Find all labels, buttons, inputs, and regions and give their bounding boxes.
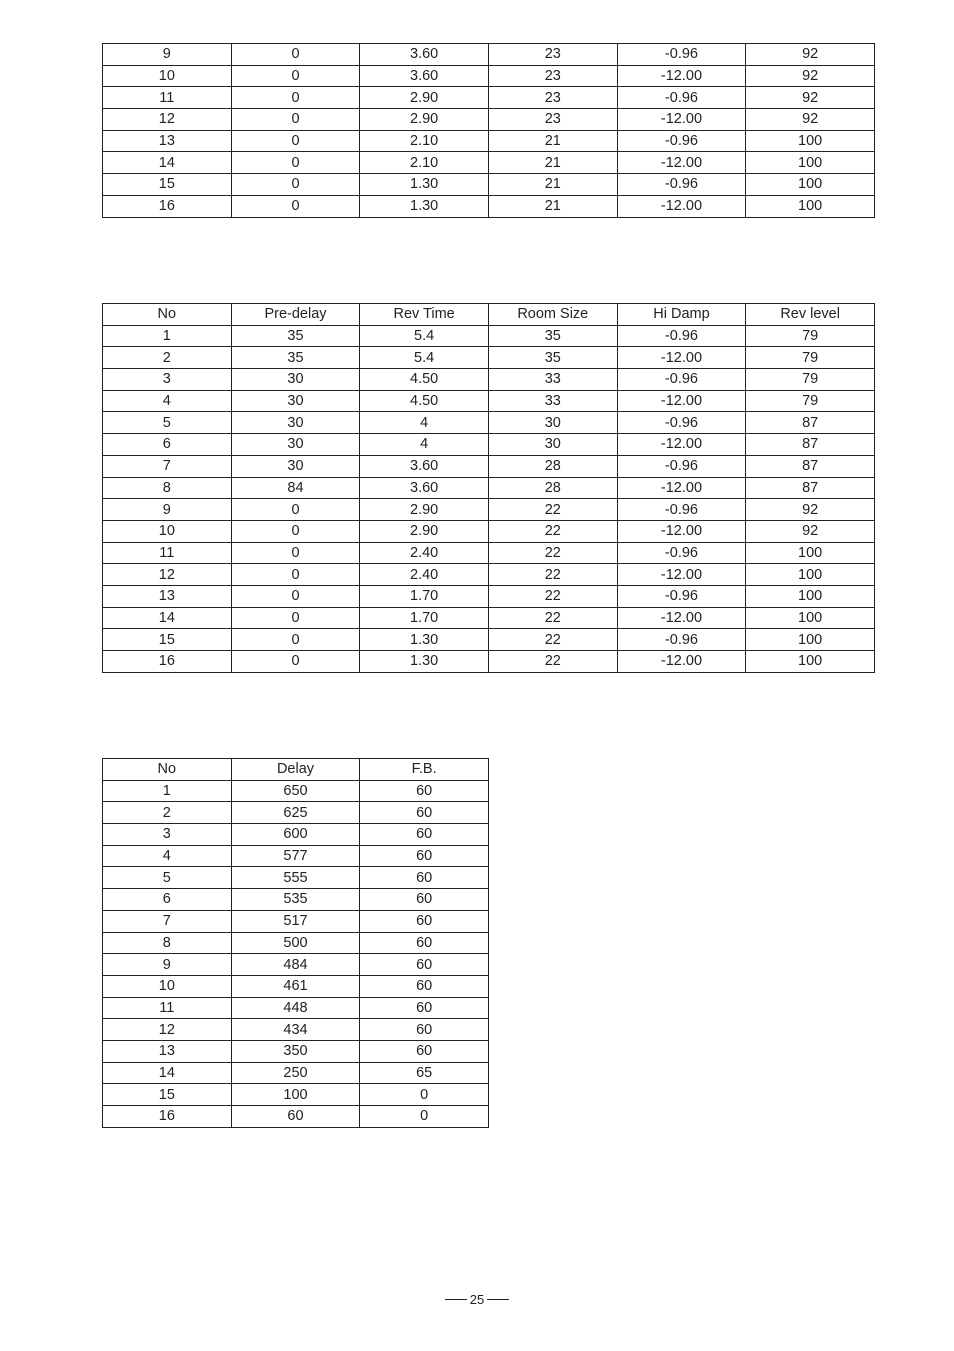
table-row [103, 1062, 489, 1084]
column-header: Pre-delay [231, 304, 360, 326]
table-row [103, 174, 875, 196]
table-cell: 0 [231, 174, 360, 196]
table-cell: 30 [231, 369, 360, 391]
table-cell: 1.30 [360, 629, 489, 651]
table-cell: 23 [488, 44, 617, 66]
table-cell: 30 [231, 390, 360, 412]
table-cell: -0.96 [617, 412, 746, 434]
table-row [103, 369, 875, 391]
table-cell: 0 [231, 564, 360, 586]
table-cell: 0 [360, 1106, 489, 1128]
table-cell: 600 [231, 824, 360, 846]
table-cell: 60 [360, 1019, 489, 1041]
table-cell: 16 [103, 1106, 232, 1128]
table-cell: 100 [746, 152, 875, 174]
table-cell: 1.70 [360, 585, 489, 607]
table-cell: 484 [231, 954, 360, 976]
table-cell: -0.96 [617, 44, 746, 66]
table-row [103, 455, 875, 477]
table-cell: 2.90 [360, 499, 489, 521]
table-cell: 100 [746, 585, 875, 607]
table-cell: 0 [231, 585, 360, 607]
table-cell: 3.60 [360, 44, 489, 66]
table-cell: 0 [231, 607, 360, 629]
table-cell: 100 [746, 651, 875, 673]
table-cell: 79 [746, 369, 875, 391]
table-row [103, 434, 875, 456]
table-cell: 16 [103, 651, 232, 673]
table-cell: 2 [103, 347, 232, 369]
table-row [103, 195, 875, 217]
table-cell: 30 [231, 455, 360, 477]
table-cell: 92 [746, 65, 875, 87]
table-cell: -0.96 [617, 130, 746, 152]
table-cell: 79 [746, 325, 875, 347]
table-cell: 35 [231, 347, 360, 369]
table-cell: 23 [488, 87, 617, 109]
table-cell: 250 [231, 1062, 360, 1084]
table-cell: 3 [103, 824, 232, 846]
column-header: No [103, 759, 232, 781]
header-row [103, 759, 489, 781]
table-cell: 1.30 [360, 174, 489, 196]
table-cell: 461 [231, 975, 360, 997]
table-cell: 555 [231, 867, 360, 889]
table-cell: 21 [488, 130, 617, 152]
table-cell: 21 [488, 195, 617, 217]
table-cell: 22 [488, 651, 617, 673]
table-cell: -0.96 [617, 542, 746, 564]
column-header: F.B. [360, 759, 489, 781]
table-row [103, 152, 875, 174]
table-cell: 30 [488, 434, 617, 456]
table-cell: 60 [360, 889, 489, 911]
table-cell: 12 [103, 109, 232, 131]
table-cell: 84 [231, 477, 360, 499]
table-row [103, 845, 489, 867]
table-cell: 5 [103, 867, 232, 889]
table-cell: 8 [103, 477, 232, 499]
table-cell: 7 [103, 910, 232, 932]
table-cell: 9 [103, 499, 232, 521]
table-cell: 10 [103, 520, 232, 542]
table-cell: -12.00 [617, 195, 746, 217]
table-cell: 22 [488, 520, 617, 542]
table-cell: 4 [360, 412, 489, 434]
table-cell: 60 [360, 997, 489, 1019]
table-cell: 9 [103, 44, 232, 66]
table-cell: 0 [231, 520, 360, 542]
table-row [103, 564, 875, 586]
table-cell: 60 [360, 932, 489, 954]
table-cell: 0 [231, 65, 360, 87]
table-cell: 3.60 [360, 477, 489, 499]
table-row [103, 867, 489, 889]
table-cell: -12.00 [617, 347, 746, 369]
table-row [103, 1040, 489, 1062]
table-cell: 16 [103, 195, 232, 217]
table-row [103, 520, 875, 542]
table-cell: 1.30 [360, 195, 489, 217]
table-cell: 1 [103, 780, 232, 802]
table-cell: 0 [231, 629, 360, 651]
table-cell: 35 [231, 325, 360, 347]
table-cell: 4.50 [360, 369, 489, 391]
table-row [103, 1019, 489, 1041]
table-cell: 22 [488, 585, 617, 607]
table-row [103, 651, 875, 673]
table-cell: -0.96 [617, 369, 746, 391]
table-cell: 92 [746, 87, 875, 109]
table-row [103, 889, 489, 911]
table-cell: 60 [360, 954, 489, 976]
table-cell: 21 [488, 152, 617, 174]
reverb-table [102, 303, 875, 673]
table-cell: 2.90 [360, 87, 489, 109]
table-cell: 2.90 [360, 520, 489, 542]
table-cell: 9 [103, 954, 232, 976]
table-cell: 33 [488, 390, 617, 412]
table-cell: 14 [103, 607, 232, 629]
table-cell: 13 [103, 130, 232, 152]
table-cell: -12.00 [617, 564, 746, 586]
table-cell: 87 [746, 434, 875, 456]
table-cell: 0 [360, 1084, 489, 1106]
table-cell: 7 [103, 455, 232, 477]
footer-rule-right [487, 1299, 509, 1300]
table-cell: 3.60 [360, 455, 489, 477]
table-row [103, 975, 489, 997]
table-row [103, 910, 489, 932]
table-cell: -12.00 [617, 109, 746, 131]
header-row [103, 304, 875, 326]
table-cell: -0.96 [617, 325, 746, 347]
table-row [103, 65, 875, 87]
table-cell: 0 [231, 109, 360, 131]
table-cell: 100 [746, 130, 875, 152]
table-cell: -12.00 [617, 607, 746, 629]
table-row [103, 954, 489, 976]
table-cell: 79 [746, 347, 875, 369]
table-row [103, 997, 489, 1019]
table-row [103, 629, 875, 651]
table-row [103, 607, 875, 629]
table-cell: 0 [231, 499, 360, 521]
table-cell: 625 [231, 802, 360, 824]
table-cell: -12.00 [617, 390, 746, 412]
table-cell: 87 [746, 412, 875, 434]
table-cell: 60 [360, 780, 489, 802]
table-cell: 4.50 [360, 390, 489, 412]
table-cell: 2.40 [360, 542, 489, 564]
table-cell: -12.00 [617, 651, 746, 673]
table-cell: 5.4 [360, 347, 489, 369]
table-cell: 60 [360, 845, 489, 867]
table-cell: 100 [231, 1084, 360, 1106]
table-cell: 23 [488, 65, 617, 87]
table-cell: 100 [746, 629, 875, 651]
table-cell: 13 [103, 585, 232, 607]
table-row [103, 477, 875, 499]
table-cell: 87 [746, 477, 875, 499]
table-cell: 650 [231, 780, 360, 802]
table-cell: 2.10 [360, 152, 489, 174]
table-row [103, 109, 875, 131]
table-row [103, 802, 489, 824]
table-cell: -0.96 [617, 499, 746, 521]
table-cell: 10 [103, 65, 232, 87]
table-cell: 35 [488, 325, 617, 347]
table-cell: 92 [746, 109, 875, 131]
table-cell: 60 [360, 1040, 489, 1062]
table-cell: 4 [103, 845, 232, 867]
column-header: Rev level [746, 304, 875, 326]
table-cell: 8 [103, 932, 232, 954]
column-header: Rev Time [360, 304, 489, 326]
column-header: Delay [231, 759, 360, 781]
table-cell: 30 [231, 434, 360, 456]
table-row [103, 347, 875, 369]
table-cell: 0 [231, 44, 360, 66]
table-cell: -0.96 [617, 455, 746, 477]
table-cell: 1.70 [360, 607, 489, 629]
table-cell: 100 [746, 542, 875, 564]
table-cell: -0.96 [617, 629, 746, 651]
table-cell: 100 [746, 607, 875, 629]
table-cell: 22 [488, 499, 617, 521]
table-cell: 60 [231, 1106, 360, 1128]
table-cell: 30 [231, 412, 360, 434]
table-cell: 2.40 [360, 564, 489, 586]
table-cell: 10 [103, 975, 232, 997]
table-cell: 448 [231, 997, 360, 1019]
table-cell: 1.30 [360, 651, 489, 673]
table-cell: -12.00 [617, 520, 746, 542]
table-row [103, 824, 489, 846]
table-cell: 6 [103, 889, 232, 911]
table-row [103, 390, 875, 412]
page-number: 25 [469, 1292, 485, 1307]
table-cell: 100 [746, 195, 875, 217]
table-row [103, 130, 875, 152]
table-row [103, 44, 875, 66]
table-cell: 577 [231, 845, 360, 867]
table-cell: 60 [360, 910, 489, 932]
table-cell: 3.60 [360, 65, 489, 87]
footer-rule-left [445, 1299, 467, 1300]
table-cell: 65 [360, 1062, 489, 1084]
table-row [103, 585, 875, 607]
table-cell: 92 [746, 44, 875, 66]
table-cell: 100 [746, 564, 875, 586]
table-cell: 30 [488, 412, 617, 434]
table-cell: 500 [231, 932, 360, 954]
table-cell: 0 [231, 152, 360, 174]
table-cell: -0.96 [617, 87, 746, 109]
table-cell: 35 [488, 347, 617, 369]
reverb-table-continued [102, 43, 875, 218]
table-cell: 1 [103, 325, 232, 347]
table-cell: 11 [103, 542, 232, 564]
table-cell: 15 [103, 174, 232, 196]
table-cell: -12.00 [617, 434, 746, 456]
table-cell: 12 [103, 564, 232, 586]
table-cell: 0 [231, 542, 360, 564]
table-cell: 60 [360, 802, 489, 824]
table-row [103, 932, 489, 954]
table-cell: 3 [103, 369, 232, 391]
table-cell: 33 [488, 369, 617, 391]
table-row [103, 1084, 489, 1106]
table-cell: 12 [103, 1019, 232, 1041]
table-cell: 60 [360, 975, 489, 997]
table-cell: 2 [103, 802, 232, 824]
table-cell: 92 [746, 499, 875, 521]
table-cell: -0.96 [617, 174, 746, 196]
table-cell: 2.10 [360, 130, 489, 152]
table-cell: 28 [488, 455, 617, 477]
table-cell: 14 [103, 152, 232, 174]
table-cell: 92 [746, 520, 875, 542]
column-header: No [103, 304, 232, 326]
table-cell: 350 [231, 1040, 360, 1062]
table-cell: 6 [103, 434, 232, 456]
table-cell: -12.00 [617, 65, 746, 87]
table-cell: 22 [488, 607, 617, 629]
table-cell: 13 [103, 1040, 232, 1062]
table-cell: 60 [360, 824, 489, 846]
table-cell: 22 [488, 629, 617, 651]
page-footer [0, 1292, 954, 1307]
column-header: Room Size [488, 304, 617, 326]
table-cell: 11 [103, 997, 232, 1019]
table-cell: 15 [103, 629, 232, 651]
column-header: Hi Damp [617, 304, 746, 326]
table-cell: 0 [231, 130, 360, 152]
table-cell: 5 [103, 412, 232, 434]
table-cell: 79 [746, 390, 875, 412]
table-row [103, 1106, 489, 1128]
table-cell: 2.90 [360, 109, 489, 131]
table-cell: -12.00 [617, 477, 746, 499]
table-cell: 0 [231, 195, 360, 217]
table-cell: 87 [746, 455, 875, 477]
delay-table [102, 758, 489, 1128]
table-cell: 0 [231, 87, 360, 109]
table-cell: -0.96 [617, 585, 746, 607]
table-row [103, 780, 489, 802]
table-row [103, 499, 875, 521]
table-cell: 22 [488, 542, 617, 564]
table-cell: 4 [103, 390, 232, 412]
table-cell: -12.00 [617, 152, 746, 174]
table-cell: 535 [231, 889, 360, 911]
table-cell: 517 [231, 910, 360, 932]
table-cell: 0 [231, 651, 360, 673]
table-row [103, 542, 875, 564]
table-cell: 434 [231, 1019, 360, 1041]
table-cell: 100 [746, 174, 875, 196]
table-cell: 23 [488, 109, 617, 131]
table-cell: 5.4 [360, 325, 489, 347]
table-cell: 15 [103, 1084, 232, 1106]
table-cell: 14 [103, 1062, 232, 1084]
table-cell: 22 [488, 564, 617, 586]
table-cell: 4 [360, 434, 489, 456]
table-row [103, 325, 875, 347]
table-cell: 60 [360, 867, 489, 889]
table-row [103, 87, 875, 109]
table-cell: 21 [488, 174, 617, 196]
table-cell: 11 [103, 87, 232, 109]
table-cell: 28 [488, 477, 617, 499]
table-row [103, 412, 875, 434]
